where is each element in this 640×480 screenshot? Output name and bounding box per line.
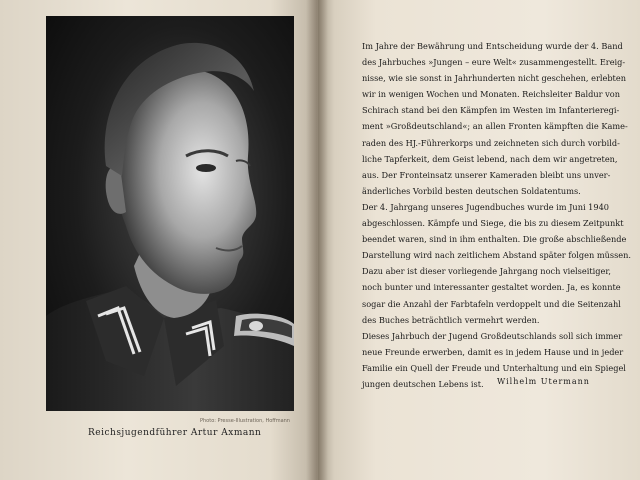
text-line: wir in wenigen Wochen und Monaten. Reichsleiter Baldur von (362, 89, 620, 100)
book-gutter (306, 0, 328, 480)
text-line: des Jahrbuches »Jungen – eure Welt« zusammengestellt. Ereig- (362, 57, 626, 68)
body-text (362, 38, 632, 392)
author-signature: Wilhelm Utermann (497, 377, 590, 386)
photo-credit: Photo: Presse-Illustration, Hoffmann (200, 418, 290, 424)
text-line: Im Jahre der Bewährung und Entscheidung wurde der 4. Band (362, 41, 623, 51)
text-line: Darstellung wird nach zeitlichem Abstand später folgen müssen. (362, 250, 632, 261)
text-line: liche Tapferkeit, dem Geist lebend, nach dem wir angetreten, (362, 153, 618, 164)
photo-caption: Reichsjugendführer Artur Axmann (88, 428, 262, 438)
portrait-figure (46, 16, 294, 411)
left-page (0, 0, 318, 480)
text-line: raden des HJ.-Führerkorps und zeichneten sich durch vorbild- (362, 137, 620, 148)
text-line: aus. Der Fronteinsatz unserer Kameraden bleibt uns unver- (362, 169, 611, 180)
text-line: sogar die Anzahl der Farbtafeln verdoppelt und die Seitenzahl (362, 298, 621, 309)
text-line: Schirach stand bei den Kämpfen im Westen im Infanterieregi- (362, 105, 620, 116)
text-line: Familie ein Quell der Freude und Unterhaltung und ein Spiegel (362, 362, 626, 373)
text-line: jungen deutschen Lebens ist. (362, 378, 484, 389)
text-line: änderliches Vorbild besten deutschen Soldatentums. (362, 185, 581, 196)
text-line: abgeschlossen. Kämpfe und Siege, die bis zu diesem Zeitpunkt (362, 218, 624, 229)
text-line: Der 4. Jahrgang unseres Jugendbuches wurde im Juni 1940 (362, 201, 610, 212)
text-line: ment »Großdeutschland«; an allen Fronten kämpften die Kame- (362, 121, 628, 132)
text-line: nisse, wie sie sonst in Jahrhunderten nicht geschehen, erlebten (362, 73, 626, 84)
text-line: Dieses Jahrbuch der Jugend Großdeutschlands soll sich immer (362, 330, 623, 341)
portrait-photo (46, 16, 294, 411)
text-line: Dazu aber ist dieser vorliegende Jahrgang noch vielseitiger, (362, 266, 611, 277)
text-line: noch bunter und interessanter gestaltet worden. Ja, es konnte (362, 282, 621, 293)
text-line: neue Freunde erwerben, damit es in jedem Hause und in jeder (362, 346, 624, 357)
text-line: beendet waren, sind in ihm enthalten. Die große abschließende (362, 234, 627, 245)
text-line: des Buches beträchtlich vermehrt werden. (362, 314, 540, 325)
